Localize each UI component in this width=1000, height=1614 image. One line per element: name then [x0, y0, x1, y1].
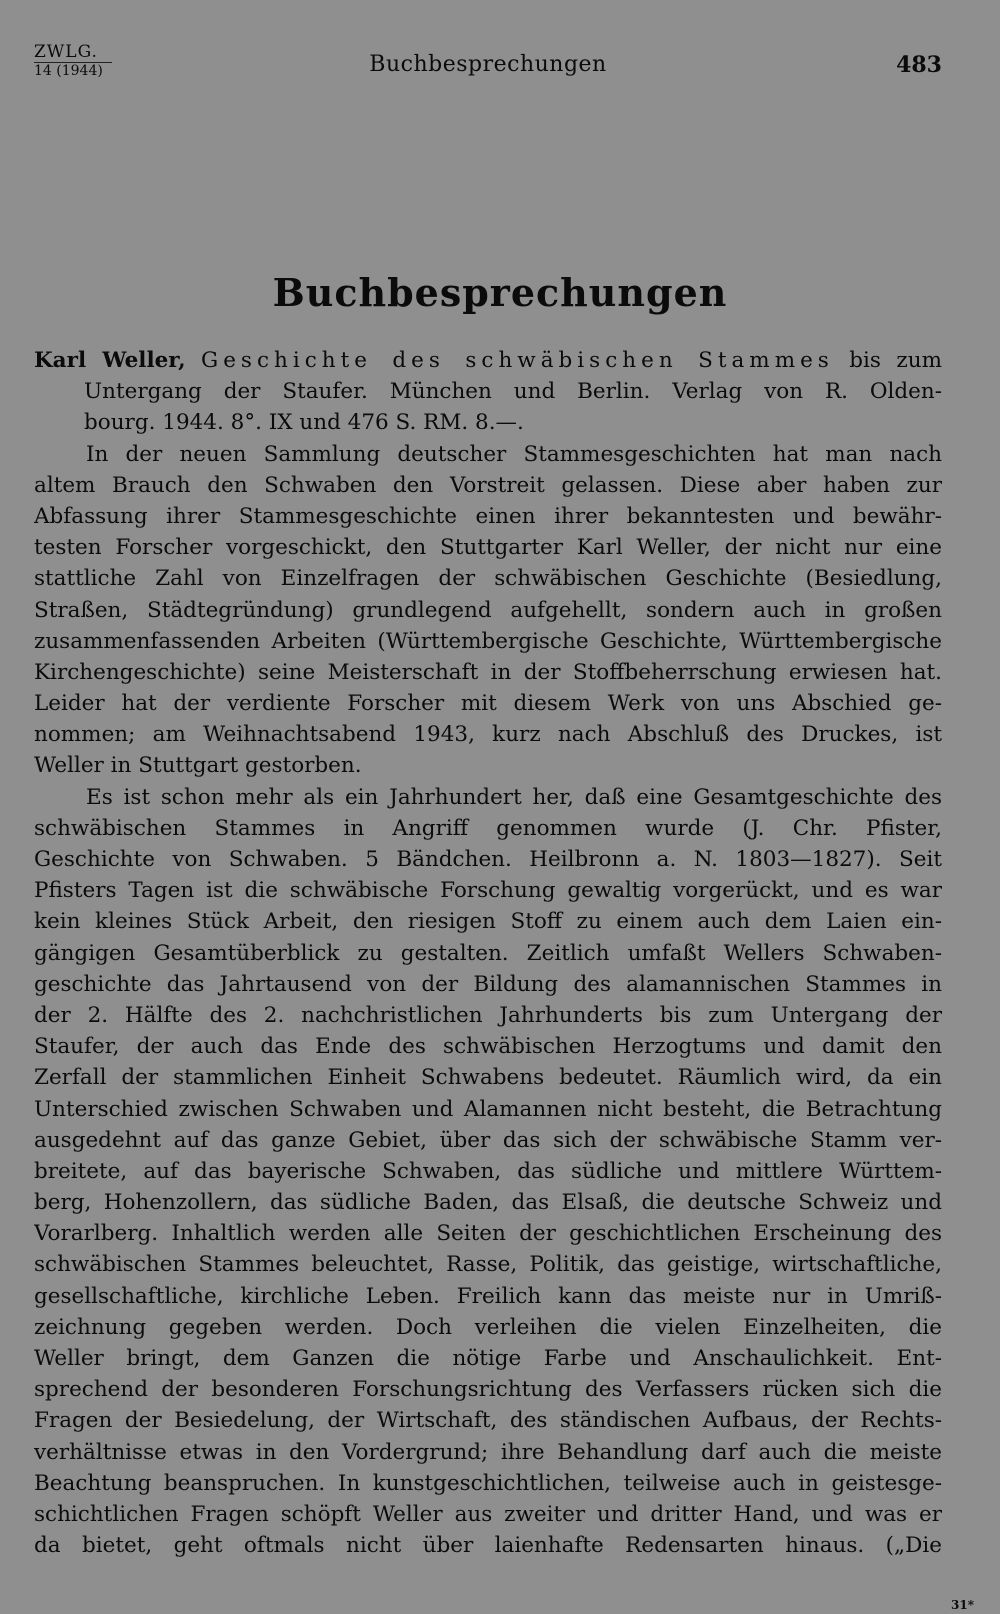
text-line: schichtlichen Fragen schöpft Weller aus zweiter und dritter Hand, und was er — [34, 1501, 942, 1527]
review-first-line — [34, 345, 942, 376]
text-fragment: bis zum — [849, 348, 942, 373]
text-line: Pfisters Tagen ist die schwäbische Forschung gewaltig vorgerückt, und es war — [34, 878, 942, 904]
text-line: Geschichte von Schwaben. 5 Bändchen. Heilbronn a. N. 1803—1827). Seit — [34, 847, 942, 872]
text-line: berg, Hohenzollern, das südliche Baden, das Elsaß, die deutsche Schweiz und — [34, 1190, 942, 1216]
text-line: testen Forscher vorgeschickt, den Stuttgarter Karl Weller, der nicht nur eine — [34, 535, 942, 561]
journal-abbreviation: ZWLG. — [34, 42, 98, 62]
text-line: Zerfall der stammlichen Einheit Schwabens bedeutet. Räumlich wird, da ein — [34, 1065, 942, 1091]
review-author: Karl Weller, — [34, 348, 186, 373]
text-line: Abfassung ihrer Stammesgeschichte einen ihrer bekanntesten und bewähr- — [34, 503, 942, 529]
text-line: Vorarlberg. Inhaltlich werden alle Seiten der geschichtlichen Erscheinung des — [34, 1221, 942, 1247]
text-line: verhältnisse etwas in den Vordergrund; ihre Behandlung darf auch die meiste — [34, 1439, 942, 1465]
page-number: 483 — [896, 52, 942, 78]
text-line: der 2. Hälfte des 2. nachchristlichen Jahrhunderts bis zum Untergang der — [34, 1002, 942, 1028]
text-line: gesellschaftliche, kirchliche Leben. Freilich kann das meiste nur in Umriß- — [34, 1283, 942, 1309]
running-title: Buchbesprechungen — [369, 52, 607, 77]
text-line: schwäbischen Stammes in Angriff genommen wurde (J. Chr. Pfister, — [34, 815, 942, 841]
text-line: bourg. 1944. 8°. IX und 476 S. RM. 8.—. — [84, 410, 524, 436]
section-title: Buchbesprechungen — [272, 270, 728, 315]
text-line: zusammenfassenden Arbeiten (Württembergische Geschichte, Württembergische — [34, 628, 942, 654]
text-line: Weller in Stuttgart gestorben. — [34, 753, 362, 779]
text-line: Kirchengeschichte) seine Meisterschaft in der Stoffbeherrschung erwiesen hat. — [34, 659, 942, 685]
text-line: Leider hat der verdiente Forscher mit diesem Werk von uns Abschied ge- — [34, 691, 942, 717]
signature-mark: 31* — [951, 1598, 974, 1612]
text-line: breitete, auf das bayerische Schwaben, das südliche und mittlere Württem- — [34, 1158, 942, 1184]
text-line: da bietet, geht oftmals nicht über laienhafte Redensarten hinaus. („Die — [34, 1533, 942, 1559]
text-line: Es ist schon mehr als ein Jahrhundert her, daß eine Gesamtgeschichte des — [86, 784, 942, 810]
text-line: kein kleines Stück Arbeit, den riesigen Stoff zu einem auch dem Laien ein- — [34, 909, 942, 935]
book-title: Geschichte des schwäbischen Stammes — [201, 348, 834, 373]
text-line: Straßen, Städtegründung) grundlegend aufgehellt, sondern auch in großen — [34, 597, 942, 623]
text-line: Staufer, der auch das Ende des schwäbischen Herzogtums und damit den — [34, 1034, 942, 1060]
text-line: In der neuen Sammlung deutscher Stammesgeschichten hat man nach — [86, 441, 942, 467]
text-line: Beachtung beanspruchen. In kunstgeschichtlichen, teilweise auch in geistesge- — [34, 1470, 942, 1496]
text-line: geschichte das Jahrtausend von der Bildung des alamannischen Stammes in — [34, 971, 942, 997]
text-line: Unterschied zwischen Schwaben und Alamannen nicht besteht, die Betrachtung — [34, 1096, 942, 1122]
text-line: nommen; am Weihnachtsabend 1943, kurz nach Abschluß des Druckes, ist — [34, 722, 942, 748]
text-line: schwäbischen Stammes beleuchtet, Rasse, Politik, das geistige, wirtschaftliche, — [34, 1252, 942, 1278]
text-line: Fragen der Besiedelung, der Wirtschaft, des ständischen Aufbaus, der Rechts- — [34, 1408, 942, 1434]
text-line: gängigen Gesamtüberblick zu gestalten. Zeitlich umfaßt Wellers Schwaben- — [34, 940, 942, 966]
page-header — [34, 44, 942, 94]
review-text — [34, 345, 942, 1561]
journal-volume: 14 (1944) — [34, 62, 112, 79]
text-line: Untergang der Staufer. München und Berlin. Verlag von R. Olden- — [84, 379, 942, 405]
text-line: ausgedehnt auf das ganze Gebiet, über das sich der schwäbische Stamm ver- — [34, 1127, 942, 1153]
text-line: Weller bringt, dem Ganzen die nötige Farbe und Anschaulichkeit. Ent- — [34, 1346, 942, 1371]
text-line: stattliche Zahl von Einzelfragen der schwäbischen Geschichte (Besiedlung, — [34, 566, 942, 592]
text-line: zeichnung gegeben werden. Doch verleihen die vielen Einzelheiten, die — [34, 1314, 942, 1340]
text-line: sprechend der besonderen Forschungsrichtung des Verfassers rücken sich die — [34, 1377, 942, 1403]
text-line: altem Brauch den Schwaben den Vorstreit gelassen. Diese aber haben zur — [34, 472, 942, 498]
